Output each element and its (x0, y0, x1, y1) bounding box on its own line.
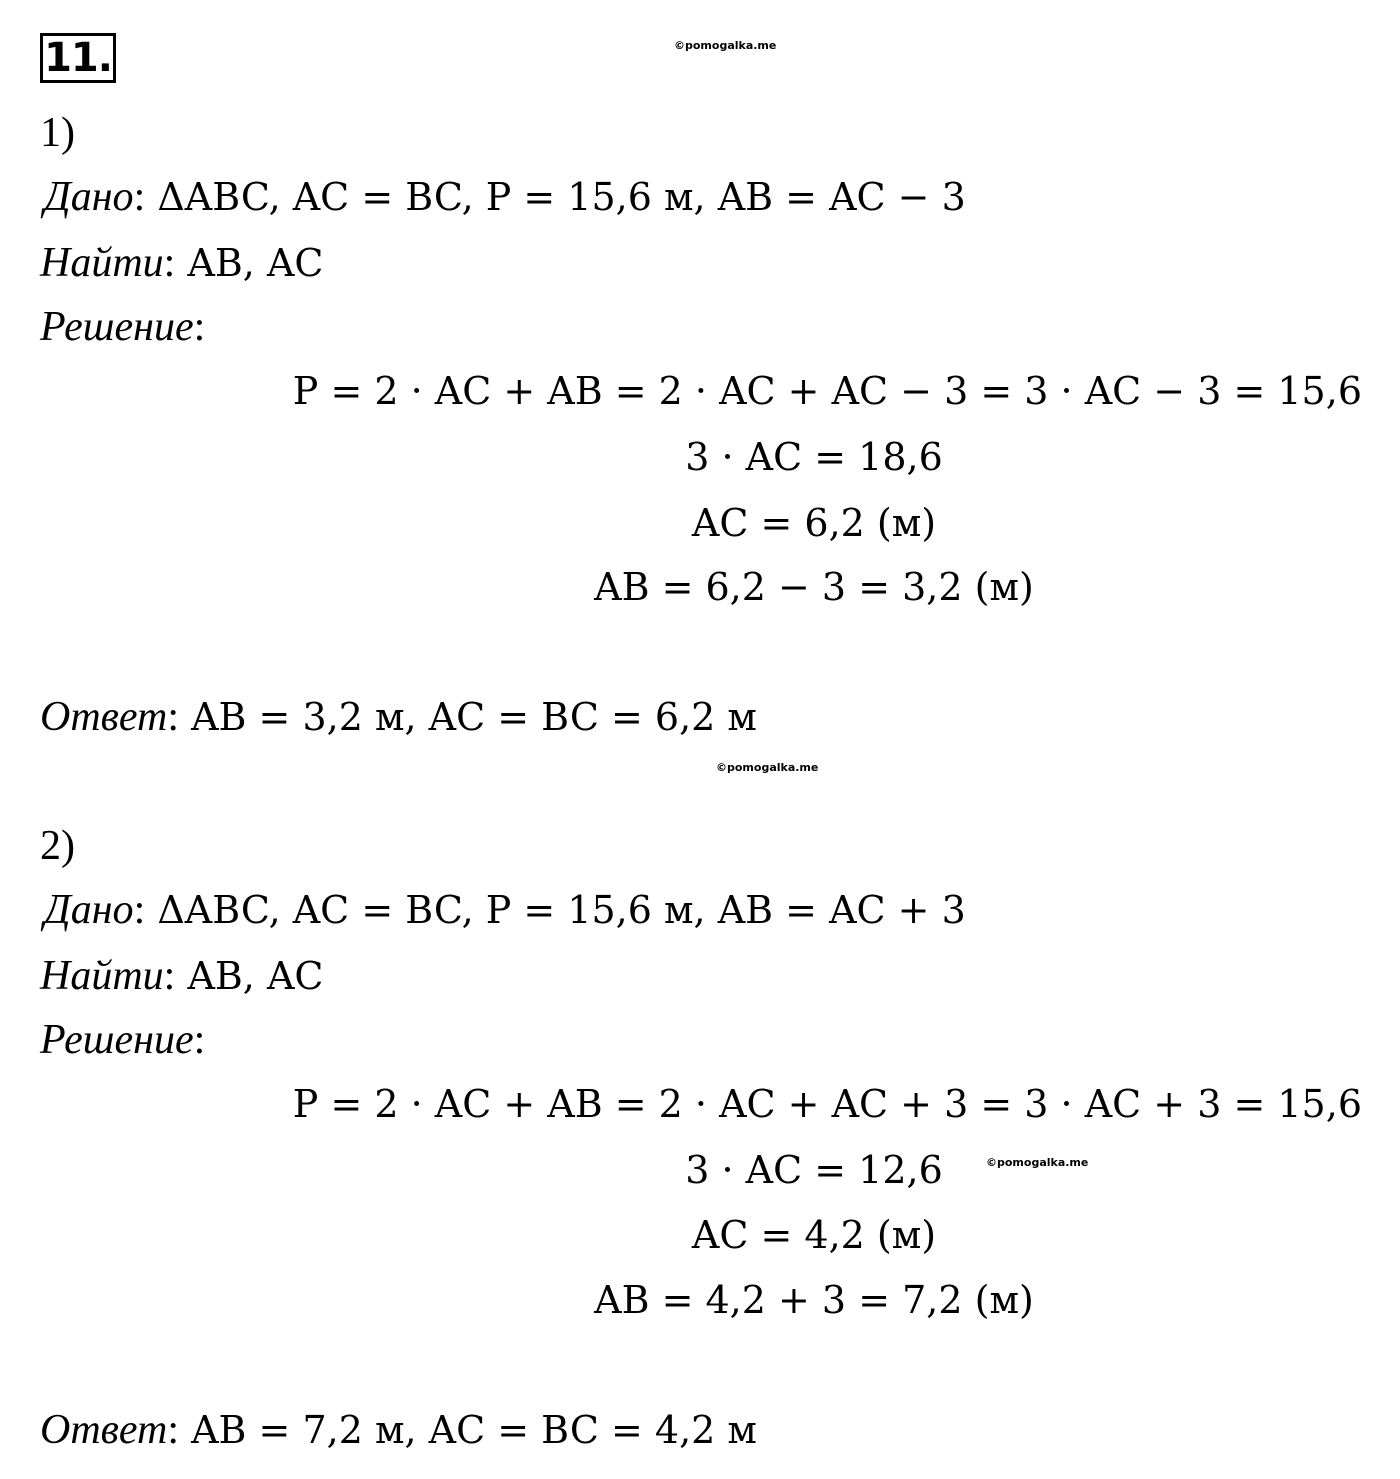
watermark: ©pomogalka.me (986, 1156, 1089, 1169)
part-2-given: Дано: ΔABC, AC = BC, P = 15,6 м, AB = AC + 3 (44, 887, 966, 933)
part-1-step-3: AC = 6,2 (м) (691, 501, 937, 545)
answer-label: Ответ (40, 1407, 168, 1453)
part-2-solution: Решение: (40, 1017, 206, 1063)
problem-number: 11. (40, 33, 116, 83)
part-1-label: 1) (40, 110, 75, 156)
part-1-find: Найти: AB, AC (40, 240, 324, 286)
part-2-find: Найти: AB, AC (40, 953, 324, 999)
answer-expression: AB = 3,2 м, AC = BC = 6,2 м (191, 695, 757, 739)
find-label: Найти (40, 240, 164, 286)
find-expression: AB, AC (187, 954, 324, 998)
part-2-step-1: P = 2 · AC + AB = 2 · AC + AC + 3 = 3 · AC + 3 = 15,6 (292, 1082, 1362, 1126)
part-2-step-4: AB = 4,2 + 3 = 7,2 (м) (594, 1278, 1034, 1322)
part-2-step-3: AC = 4,2 (м) (691, 1213, 937, 1257)
find-label: Найти (40, 953, 164, 999)
part-2-step-2: 3 · AC = 12,6 (685, 1148, 943, 1192)
answer-label: Ответ (40, 694, 168, 740)
find-expression: AB, AC (187, 241, 324, 285)
given-expression: ΔABC, AC = BC, P = 15,6 м, AB = AC + 3 (157, 888, 966, 932)
part-1-step-2: 3 · AC = 18,6 (685, 435, 943, 479)
watermark: ©pomogalka.me (674, 39, 777, 52)
part-1-answer: Ответ: AB = 3,2 м, AC = BC = 6,2 м (40, 694, 757, 740)
part-1-solution: Решение: (40, 304, 206, 350)
watermark: ©pomogalka.me (716, 761, 819, 774)
part-2-label: 2) (40, 823, 75, 869)
part-1-step-4: AB = 6,2 − 3 = 3,2 (м) (594, 565, 1034, 609)
part-2-answer: Ответ: AB = 7,2 м, AC = BC = 4,2 м (40, 1407, 757, 1453)
answer-expression: AB = 7,2 м, AC = BC = 4,2 м (191, 1408, 757, 1452)
given-label: Дано (44, 887, 134, 933)
part-1-given: Дано: ΔABC, AC = BC, P = 15,6 м, AB = AC − 3 (44, 174, 966, 220)
solution-label: Решение (40, 1017, 194, 1063)
given-label: Дано (44, 174, 134, 220)
part-1-step-1: P = 2 · AC + AB = 2 · AC + AC − 3 = 3 · AC − 3 = 15,6 (292, 369, 1362, 413)
solution-label: Решение (40, 304, 194, 350)
given-expression: ΔABC, AC = BC, P = 15,6 м, AB = AC − 3 (157, 175, 966, 219)
